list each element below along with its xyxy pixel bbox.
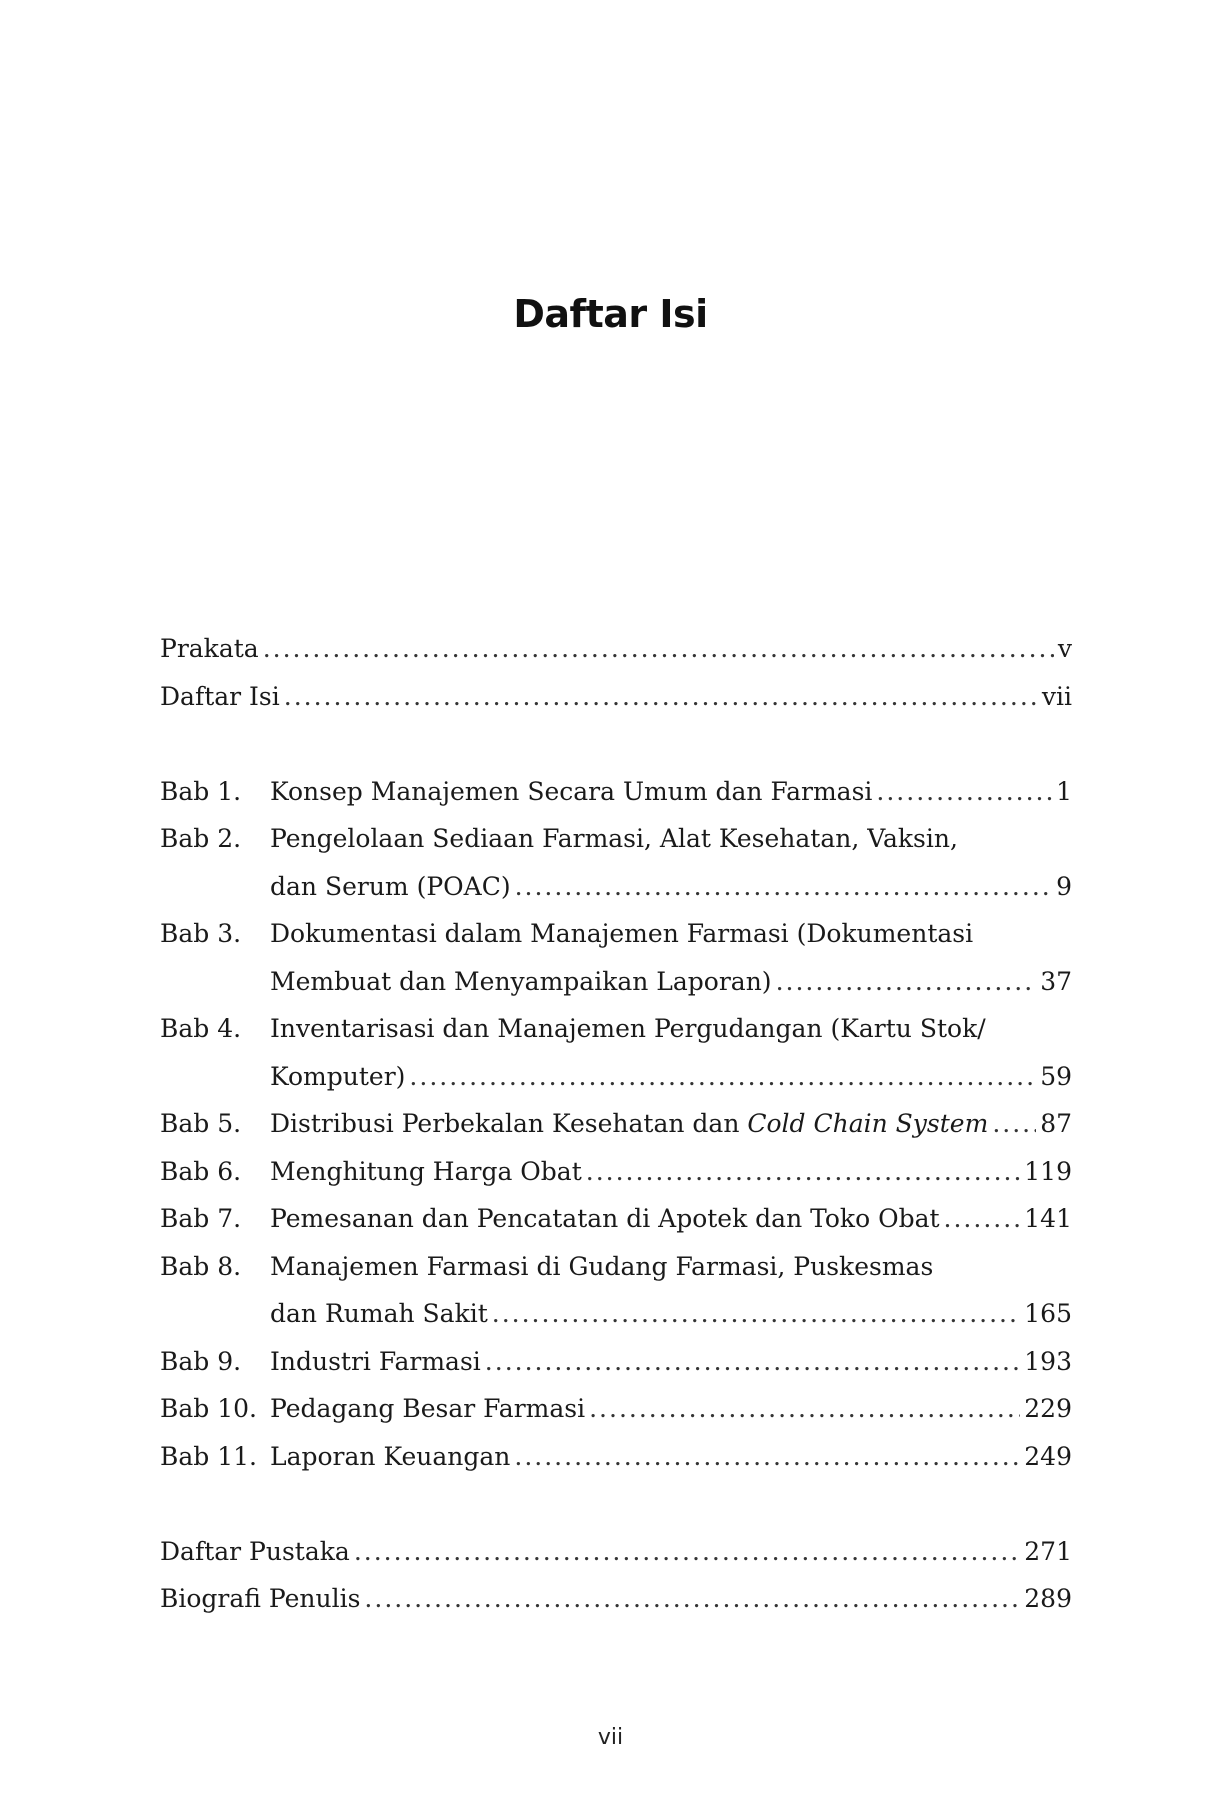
dot-leader [992,1100,1036,1148]
dot-leader [364,1575,1020,1623]
chapter-number: Bab 1. [160,776,242,806]
toc-page-number: 193 [1024,1346,1072,1376]
chapter-title: Pengelolaan Sediaan Farmasi, Alat Kesehatan, Vaksin, [270,824,958,853]
toc-entry-biografi-penulis[interactable] [160,1575,1072,1623]
toc-entry-bab-11[interactable] [160,1433,1072,1481]
chapter-title: Manajemen Farmasi di Gudang Farmasi, Puskesmas [270,1251,934,1281]
toc-page-number: 289 [1024,1584,1072,1613]
table-of-contents [160,625,1072,1623]
toc-entry-bab-3[interactable] [160,910,1072,958]
dot-leader [944,1195,1021,1243]
toc-page-number: 119 [1024,1156,1072,1186]
section-gap [160,720,1072,768]
dot-leader [263,625,1054,673]
toc-entry-daftar-isi[interactable] [160,673,1072,721]
dot-leader [776,958,1037,1006]
dot-leader [589,1385,1020,1433]
dot-leader [485,1338,1020,1386]
toc-page-number: 271 [1024,1536,1072,1566]
toc-entry-bab-1[interactable] [160,768,1072,816]
toc-entry-bab-4[interactable] [160,1005,1072,1053]
toc-entry-label: Prakata [160,634,259,663]
toc-page-number: v [1057,634,1072,663]
page-number-footer: vii [597,1725,624,1750]
chapter-number: Bab 10. [160,1394,257,1423]
chapter-title [270,1100,988,1148]
chapter-title: Konsep Manajemen Secara Umum dan Farmasi [270,776,873,806]
chapter-title-cont: dan Serum (POAC) [270,871,511,901]
dot-leader [409,1053,1036,1101]
toc-entry-bab-5[interactable] [160,1100,1072,1148]
toc-page-number: 165 [1024,1299,1072,1328]
chapter-title: Pemesanan dan Pencatatan di Apotek dan Toko Obat [270,1204,940,1233]
toc-page-number: 37 [1040,966,1072,996]
chapter-number: Bab 9. [160,1346,242,1376]
chapter-title-cont: Komputer) [270,1061,406,1091]
chapter-number: Bab 2. [160,824,242,853]
toc-entry-label: Daftar Pustaka [160,1536,350,1566]
dot-leader [514,1433,1020,1481]
toc-entry-bab-2-cont[interactable] [160,863,1072,911]
dot-leader [515,863,1053,911]
toc-entry-bab-2[interactable] [160,815,1072,863]
toc-page-number: 87 [1040,1109,1072,1138]
section-gap [160,1480,1072,1528]
chapter-number: Bab 8. [160,1251,242,1281]
chapter-number: Bab 11. [160,1441,257,1471]
toc-page-number: 229 [1024,1394,1072,1423]
chapter-title-italic: Cold Chain System [747,1109,989,1138]
toc-page-number: 141 [1024,1204,1072,1233]
toc-entry-bab-4-cont[interactable] [160,1053,1072,1101]
toc-entry-bab-6[interactable] [160,1148,1072,1196]
toc-page-number: 59 [1040,1061,1072,1091]
toc-entry-bab-3-cont[interactable] [160,958,1072,1006]
chapter-title-cont: dan Rumah Sakit [270,1299,488,1328]
toc-entry-bab-10[interactable] [160,1385,1072,1433]
dot-leader [354,1528,1020,1576]
toc-entry-bab-9[interactable] [160,1338,1072,1386]
chapter-number: Bab 5. [160,1109,242,1138]
toc-entry-label: Biografi Penulis [160,1584,361,1613]
toc-page-number: vii [1041,681,1072,711]
chapter-number: Bab 7. [160,1204,242,1233]
toc-entry-bab-8-cont[interactable] [160,1290,1072,1338]
chapter-title: Laporan Keuangan [270,1441,511,1471]
chapter-title: Menghitung Harga Obat [270,1156,582,1186]
dot-leader [876,768,1052,816]
chapter-title: Inventarisasi dan Manajemen Pergudangan (Kartu Stok/ [270,1014,986,1043]
toc-entry-bab-8[interactable] [160,1243,1072,1291]
chapter-title: Pedagang Besar Farmasi [270,1394,586,1423]
toc-page-number: 249 [1024,1441,1072,1471]
page-title: Daftar Isi [513,292,708,336]
toc-page-number: 1 [1056,776,1072,806]
chapter-number: Bab 3. [160,919,242,948]
toc-entry-label: Daftar Isi [160,681,280,711]
chapter-title-text: Distribusi Perbekalan Kesehatan dan [270,1109,748,1138]
dot-leader [492,1290,1021,1338]
dot-leader [586,1148,1021,1196]
chapter-title-cont: Membuat dan Menyampaikan Laporan) [270,966,772,996]
toc-page-number: 9 [1056,871,1072,901]
chapter-title: Dokumentasi dalam Manajemen Farmasi (Dokumentasi [270,919,974,948]
chapter-number: Bab 6. [160,1156,242,1186]
chapter-title: Industri Farmasi [270,1346,481,1376]
dot-leader [284,673,1038,721]
toc-entry-prakata[interactable] [160,625,1072,673]
toc-entry-bab-7[interactable] [160,1195,1072,1243]
toc-entry-daftar-pustaka[interactable] [160,1528,1072,1576]
chapter-number: Bab 4. [160,1014,242,1043]
